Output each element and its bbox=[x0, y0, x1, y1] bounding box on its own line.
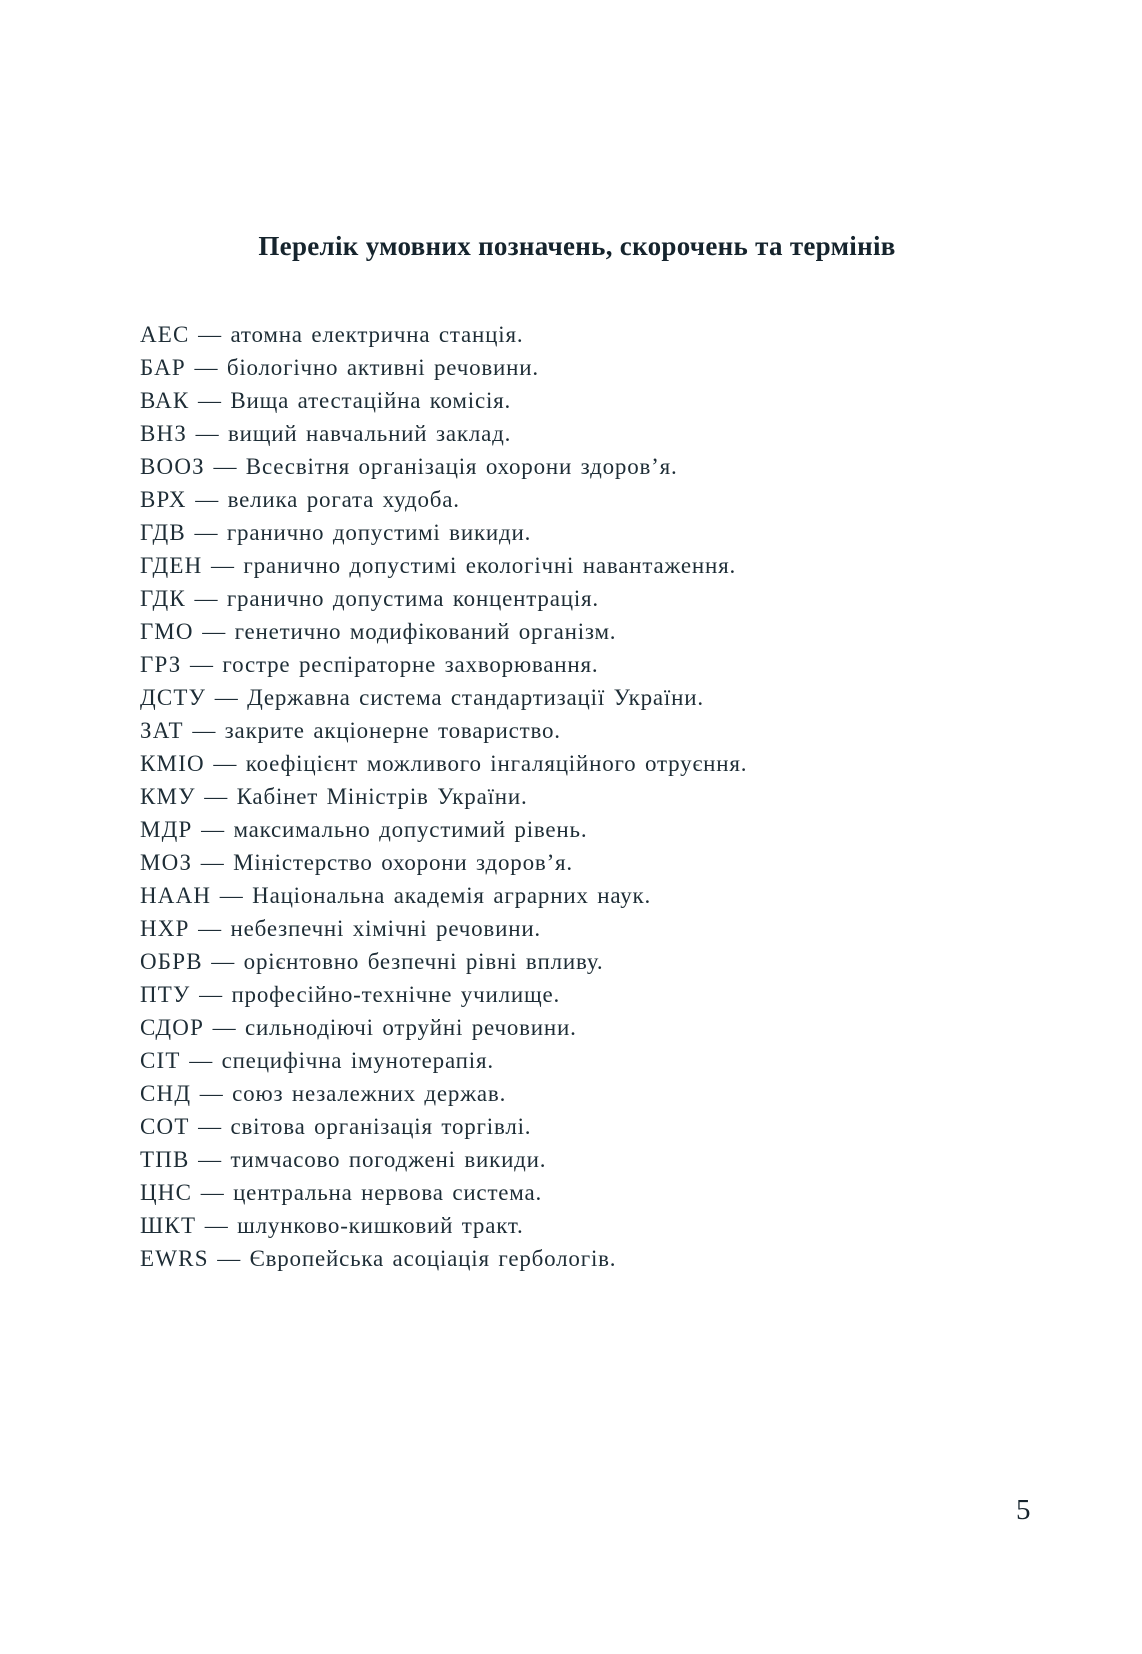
dash-separator: — bbox=[192, 1180, 234, 1205]
list-item bbox=[140, 582, 1000, 615]
abbreviation: ГРЗ bbox=[140, 652, 182, 677]
list-item bbox=[140, 516, 1000, 549]
list-item bbox=[140, 846, 1000, 879]
list-item bbox=[140, 681, 1000, 714]
definition-text: Всесвітня організація охорони здоров’я. bbox=[245, 454, 678, 479]
definition-text: гранично допустима концентрація. bbox=[226, 586, 599, 611]
dash-separator: — bbox=[193, 619, 235, 644]
abbreviation: EWRS bbox=[140, 1246, 209, 1271]
definition-text: орієнтовно безпечні рівні впливу. bbox=[243, 949, 604, 974]
page-title: Перелік умовних позначень, скорочень та термінів bbox=[258, 231, 896, 261]
abbreviation: СНД bbox=[140, 1081, 192, 1106]
dash-separator: — bbox=[186, 487, 228, 512]
abbreviation: КМІО bbox=[140, 751, 205, 776]
definition-text: Вища атестаційна комісія. bbox=[230, 388, 512, 413]
abbreviation: ОБРВ bbox=[140, 949, 203, 974]
dash-separator: — bbox=[204, 751, 246, 776]
abbreviation: СІТ bbox=[140, 1048, 181, 1073]
abbreviation: ГДК bbox=[140, 586, 186, 611]
abbreviation: ДСТУ bbox=[140, 685, 207, 710]
list-item bbox=[140, 648, 1000, 681]
definition-text: Державна система стандартизації України. bbox=[247, 685, 704, 710]
abbreviation: ВНЗ bbox=[140, 421, 188, 446]
abbreviation: СДОР bbox=[140, 1015, 205, 1040]
list-item bbox=[140, 483, 1000, 516]
dash-separator: — bbox=[189, 1114, 231, 1139]
dash-separator: — bbox=[185, 355, 227, 380]
dash-separator: — bbox=[211, 883, 253, 908]
definition-text: союз незалежних держав. bbox=[232, 1081, 507, 1106]
definition-text: біологічно активні речовини. bbox=[226, 355, 539, 380]
list-item bbox=[140, 615, 1000, 648]
dash-separator: — bbox=[202, 949, 244, 974]
list-item bbox=[140, 1110, 1000, 1143]
definition-text: тимчасово погоджені викиди. bbox=[230, 1147, 547, 1172]
abbreviation: НХР bbox=[140, 916, 190, 941]
list-item bbox=[140, 1209, 1000, 1242]
dash-separator: — bbox=[190, 982, 232, 1007]
dash-separator: — bbox=[187, 421, 228, 446]
list-item bbox=[140, 1242, 1000, 1275]
definition-text: сильнодіючі отруйні речовини. bbox=[245, 1015, 577, 1040]
dash-separator: — bbox=[196, 1213, 238, 1238]
definition-text: гостре респіраторне захворювання. bbox=[222, 652, 599, 677]
dash-separator: — bbox=[202, 553, 244, 578]
dash-separator: — bbox=[189, 322, 231, 347]
definition-text: центральна нервова система. bbox=[233, 1180, 543, 1205]
definition-text: Кабінет Міністрів України. bbox=[236, 784, 528, 809]
list-item bbox=[140, 879, 1000, 912]
list-item bbox=[140, 1176, 1000, 1209]
list-item bbox=[140, 1044, 1000, 1077]
abbreviation: ШКТ bbox=[140, 1213, 197, 1238]
definition-text: генетично модифікований організм. bbox=[234, 619, 617, 644]
list-item bbox=[140, 1077, 1000, 1110]
abbreviation: ЦНС bbox=[140, 1180, 193, 1205]
definition-text: гранично допустимі екологічні навантаження. bbox=[243, 553, 737, 578]
definition-text: специфічна імунотерапія. bbox=[221, 1048, 494, 1073]
abbreviation: ЗАТ bbox=[140, 718, 184, 743]
dash-separator: — bbox=[189, 916, 231, 941]
abbreviation: ГМО bbox=[140, 619, 194, 644]
page-number: 5 bbox=[1016, 1494, 1031, 1526]
abbreviation-list bbox=[140, 318, 1000, 1275]
abbreviation: АЕС bbox=[140, 322, 190, 347]
list-item bbox=[140, 384, 1000, 417]
list-item bbox=[140, 912, 1000, 945]
abbreviation: НААН bbox=[140, 883, 212, 908]
dash-separator: — bbox=[185, 520, 227, 545]
definition-text: Міністерство охорони здоров’я. bbox=[233, 850, 573, 875]
abbreviation: СОТ bbox=[140, 1114, 190, 1139]
dash-separator: — bbox=[204, 454, 246, 479]
dash-separator: — bbox=[195, 784, 237, 809]
dash-separator: — bbox=[181, 652, 223, 677]
abbreviation: МДР bbox=[140, 817, 193, 842]
abbreviation: ВРХ bbox=[140, 487, 187, 512]
list-item bbox=[140, 318, 1000, 351]
definition-text: коефіцієнт можливого інгаляційного отруєння. bbox=[245, 751, 748, 776]
list-item bbox=[140, 714, 1000, 747]
abbreviation: МОЗ bbox=[140, 850, 193, 875]
definition-text: гранично допустимі викиди. bbox=[226, 520, 532, 545]
list-item bbox=[140, 351, 1000, 384]
dash-separator: — bbox=[183, 718, 225, 743]
definition-text: атомна електрична станція. bbox=[230, 322, 524, 347]
abbreviation: ВАК bbox=[140, 388, 190, 413]
dash-separator: — bbox=[192, 850, 234, 875]
list-item bbox=[140, 450, 1000, 483]
definition-text: Європейська асоціація гербологів. bbox=[249, 1246, 617, 1271]
abbreviation: БАР bbox=[140, 355, 186, 380]
definition-text: закрите акціонерне товариство. bbox=[224, 718, 561, 743]
definition-text: вищий навчальний заклад. bbox=[227, 421, 512, 446]
list-item bbox=[140, 813, 1000, 846]
list-item bbox=[140, 417, 1000, 450]
list-item bbox=[140, 945, 1000, 978]
abbreviation: ГДЕН bbox=[140, 553, 203, 578]
dash-separator: — bbox=[191, 1081, 233, 1106]
dash-separator: — bbox=[208, 1246, 250, 1271]
dash-separator: — bbox=[204, 1015, 245, 1040]
definition-text: Національна академія аграрних наук. bbox=[252, 883, 652, 908]
definition-text: професійно-технічне училище. bbox=[231, 982, 561, 1007]
definition-text: максимально допустимий рівень. bbox=[233, 817, 588, 842]
list-item bbox=[140, 549, 1000, 582]
definition-text: небезпечні хімічні речовини. bbox=[230, 916, 541, 941]
dash-separator: — bbox=[185, 586, 227, 611]
abbreviation: КМУ bbox=[140, 784, 196, 809]
abbreviation: ТПВ bbox=[140, 1147, 190, 1172]
dash-separator: — bbox=[192, 817, 234, 842]
abbreviation: ВООЗ bbox=[140, 454, 205, 479]
abbreviation: ПТУ bbox=[140, 982, 191, 1007]
list-item bbox=[140, 1011, 1000, 1044]
definition-text: світова організація торгівлі. bbox=[230, 1114, 532, 1139]
list-item bbox=[140, 978, 1000, 1011]
dash-separator: — bbox=[206, 685, 248, 710]
abbreviation: ГДВ bbox=[140, 520, 186, 545]
list-item bbox=[140, 1143, 1000, 1176]
definition-text: велика рогата худоба. bbox=[227, 487, 460, 512]
dash-separator: — bbox=[189, 388, 231, 413]
dash-separator: — bbox=[180, 1048, 222, 1073]
list-item bbox=[140, 780, 1000, 813]
list-item bbox=[140, 747, 1000, 780]
dash-separator: — bbox=[189, 1147, 231, 1172]
definition-text: шлунково-кишковий тракт. bbox=[237, 1213, 524, 1238]
